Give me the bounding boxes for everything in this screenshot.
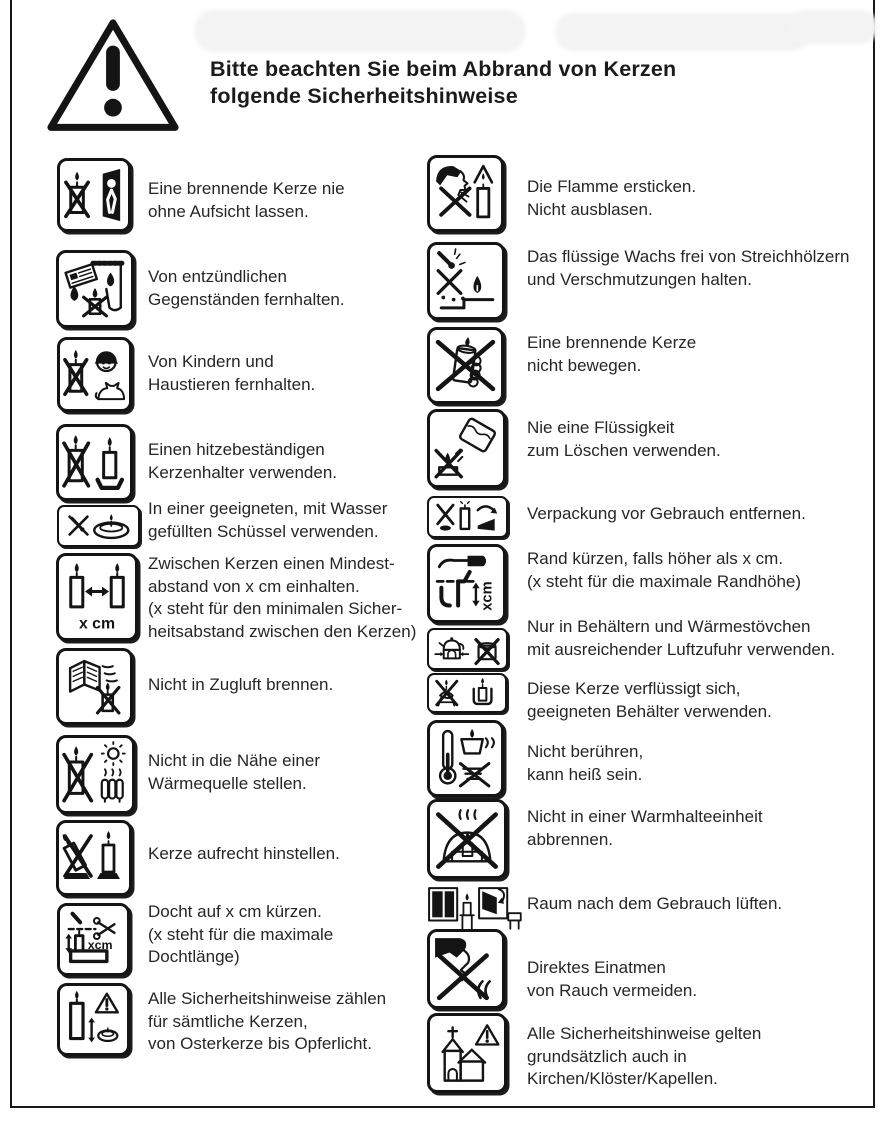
unattended-candle-icon (57, 158, 131, 232)
no-heat-source-icon (56, 735, 135, 814)
safety-text: Rand kürzen, falls höher als x cm. (x steht für die maximale Randhöhe) (527, 549, 802, 591)
safety-text: Direktes Einatmen von Rauch vermeiden. (527, 958, 698, 1000)
safety-text: Alle Sicherheitshinweise zählen für sämtliche Kerzen, von Osterkerze bis Opferlicht. (148, 989, 387, 1053)
safety-text: Eine brennende Kerze nie ohne Aufsicht lassen. (148, 179, 345, 221)
no-moving-candle-icon (427, 327, 504, 404)
safety-text: Docht auf x cm kürzen. (x steht für die maximale Dochtlänge) (148, 902, 334, 966)
scan-smudge (195, 10, 525, 52)
safety-text: Verpackung vor Gebrauch entfernen. (527, 504, 806, 523)
liquefying-candle-icon (427, 673, 507, 713)
trim-rim-icon (427, 544, 506, 623)
safety-text: Das flüssige Wachs frei von Streichhölzern und Verschmutzungen halten. (527, 247, 850, 289)
candle-distance-icon (56, 553, 138, 641)
safety-text: Einen hitzebeständigen Kerzenhalter verwenden. (148, 440, 338, 482)
scan-smudge (555, 13, 810, 51)
upright-candle-icon (56, 820, 132, 896)
safety-text: Von Kindern und Haustieren fernhalten. (148, 352, 316, 394)
safety-text: Diese Kerze verflüssigt sich, geeigneten Behälter verwenden. (527, 679, 772, 721)
remove-packaging-icon (427, 496, 508, 538)
safety-text: Alle Sicherheitshinweise gelten grundsätzlich auch in Kirchen/Klöster/Kapellen. (527, 1024, 762, 1088)
safety-text: Von entzündlichen Gegenständen fernhalten. (148, 267, 345, 309)
safety-text: Nie eine Flüssigkeit zum Löschen verwenden. (527, 418, 721, 460)
safety-text: Zwischen Kerzen einen Mindest- abstand von x cm einhalten. (x steht für den minimalen Sicher- heitsabstand zwischen den Kerzen) (148, 554, 417, 641)
no-liquid-extinguish-icon (427, 409, 506, 488)
trim-wick-icon (57, 903, 130, 976)
safety-text: Die Flamme ersticken. Nicht ausblasen. (527, 177, 697, 219)
safety-text: Eine brennende Kerze nicht bewegen. (527, 333, 697, 375)
flammable-objects-icon (56, 250, 134, 328)
hot-do-not-touch-icon (427, 720, 504, 797)
no-warming-unit-icon (427, 799, 507, 879)
svg-text:xcm: xcm (479, 581, 496, 611)
church-use-icon (427, 1013, 507, 1093)
ventilate-room-icon (427, 886, 527, 932)
safety-text: Kerze aufrecht hinstellen. (148, 844, 340, 863)
air-supply-warmer-icon (427, 628, 508, 670)
svg-text:xcm: xcm (87, 938, 113, 953)
safety-text: Nicht in Zugluft brennen. (148, 675, 334, 694)
children-pets-icon (57, 337, 132, 412)
page-title: Bitte beachten Sie beim Abbrand von Kerzen folgende Sicherheitshinweise (210, 57, 677, 108)
no-draft-icon (56, 648, 133, 725)
snuff-flame-icon (427, 155, 504, 232)
clean-wax-icon (427, 242, 505, 320)
scan-smudge (788, 10, 878, 44)
heat-resistant-holder-icon (56, 424, 133, 501)
safety-text: Nicht berühren, kann heiß sein. (527, 742, 644, 784)
safety-text: Raum nach dem Gebrauch lüften. (527, 894, 783, 913)
safety-text: In einer geeigneten, mit Wasser gefüllten Schüssel verwenden. (148, 499, 388, 541)
all-candle-types-icon (57, 983, 130, 1056)
water-bowl-icon (57, 505, 140, 547)
safety-text: Nicht in einer Warmhalteeinheit abbrennen. (527, 807, 763, 849)
safety-text: Nicht in die Nähe einer Wärmequelle stellen. (148, 751, 320, 793)
safety-text: Nur in Behältern und Wärmestövchen mit ausreichender Luftzufuhr verwenden. (527, 617, 836, 659)
svg-text:x cm: x cm (78, 615, 116, 633)
no-smoke-inhalation-icon (427, 929, 505, 1009)
warning-triangle-icon (44, 16, 182, 132)
